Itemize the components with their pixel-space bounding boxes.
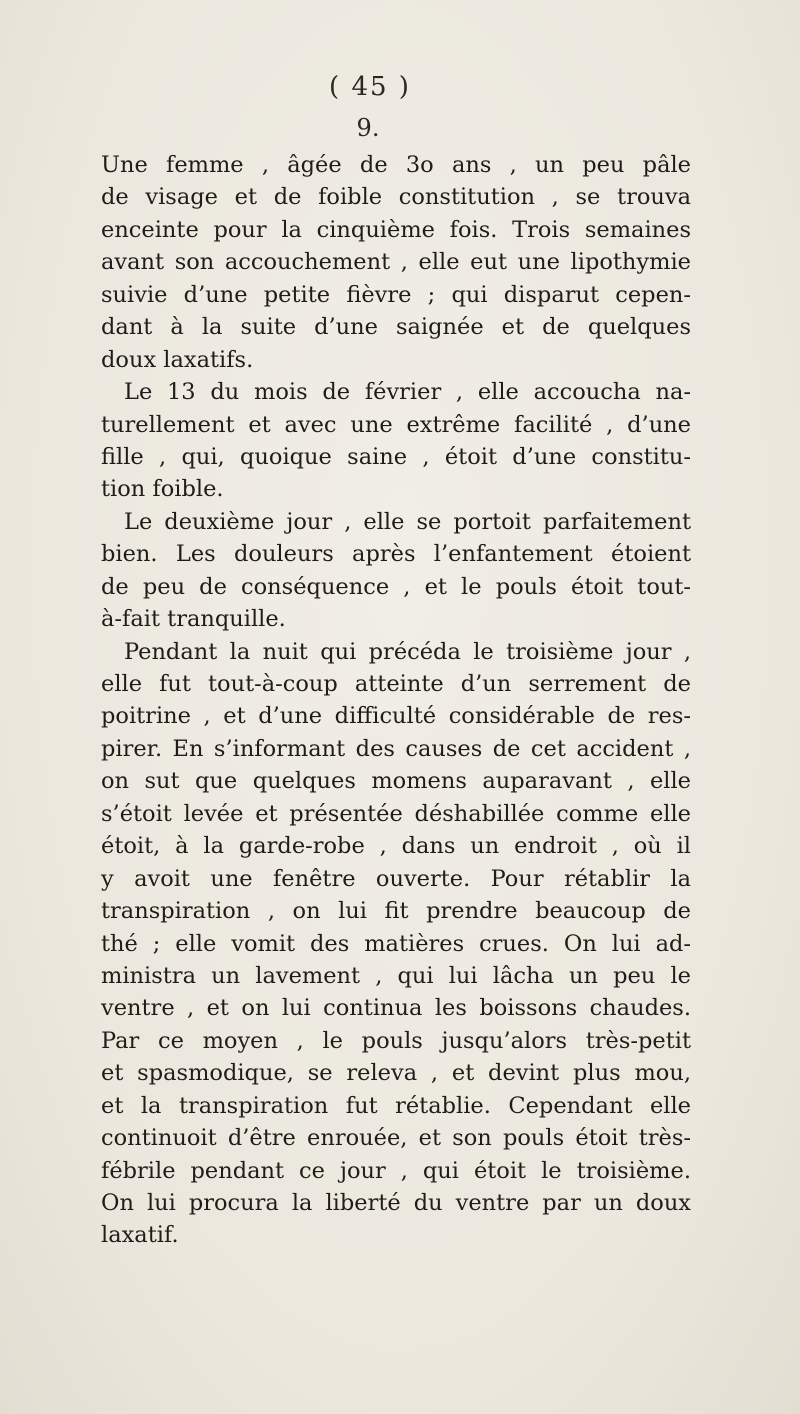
text-line: fille , qui, quoique saine , étoit d’une constitu- — [101, 443, 691, 470]
text-line: Pendant la nuit qui précéda le troisième jour , — [124, 638, 691, 665]
text-line: Le deuxième jour , elle se portoit parfaitement — [124, 508, 691, 535]
body-text — [101, 149, 691, 1252]
text-line: elle fut tout-à-coup atteinte d’un serrement de — [101, 671, 691, 697]
text-line: s’étoit levée et présentée déshabillée comme elle — [101, 800, 691, 827]
text-line: étoit, à la garde-robe , dans un endroit , où il — [101, 833, 691, 860]
text-line: tion foible. — [101, 476, 224, 503]
text-line: de visage et de foible constitution , se trouva — [101, 184, 691, 211]
text-line: bien. Les douleurs après l’enfantement étoient — [101, 541, 691, 568]
text-line: ministra un lavement , qui lui lâcha un peu le — [101, 962, 691, 989]
text-line: poitrine , et d’une difficulté considérable de res- — [101, 703, 691, 730]
text-line: On lui procura la liberté du ventre par un doux — [101, 1190, 691, 1216]
text-line: à-fait tranquille. — [101, 606, 286, 633]
text-line: dant à la suite d’une saignée et de quelques — [101, 314, 691, 341]
text-line: et la transpiration fut rétablie. Cependant elle — [101, 1092, 691, 1119]
text-line: de peu de conséquence , et le pouls étoit tout- — [101, 573, 691, 600]
text-line: doux laxatifs. — [101, 346, 254, 373]
text-line: turellement et avec une extrême facilité , d’une — [101, 411, 691, 438]
text-line: y avoit une fenêtre ouverte. Pour rétablir la — [101, 865, 691, 892]
text-line: fébrile pendant ce jour , qui étoit le troisième. — [101, 1157, 691, 1184]
text-line: avant son accouchement , elle eut une lipothymie — [101, 249, 691, 276]
case-number: 9. — [356, 114, 380, 142]
text-line: Le 13 du mois de février , elle accoucha na- — [124, 379, 691, 406]
text-line: Par ce moyen , le pouls jusqu’alors très-petit — [101, 1027, 691, 1054]
text-line: ventre , et on lui continua les boissons chaudes. — [101, 995, 691, 1022]
text-line: et spasmodique, se releva , et devint plus mou, — [101, 1060, 691, 1087]
text-line: transpiration , on lui fit prendre beaucoup de — [101, 898, 691, 925]
text-line: thé ; elle vomit des matières crues. On lui ad- — [101, 930, 691, 957]
text-line: enceinte pour la cinquième fois. Trois semaines — [101, 216, 691, 243]
text-line: on sut que quelques momens auparavant , elle — [101, 768, 691, 795]
text-line: suivie d’une petite fièvre ; qui disparut cepen- — [101, 281, 691, 308]
text-line: laxatif. — [101, 1222, 179, 1249]
page-number: ( 45 ) — [329, 72, 411, 102]
text-line: continuoit d’être enrouée, et son pouls étoit très- — [101, 1125, 691, 1152]
text-line: pirer. En s’informant des causes de cet accident , — [101, 735, 691, 762]
text-line: Une femme , âgée de 3o ans , un peu pâle — [101, 152, 691, 178]
